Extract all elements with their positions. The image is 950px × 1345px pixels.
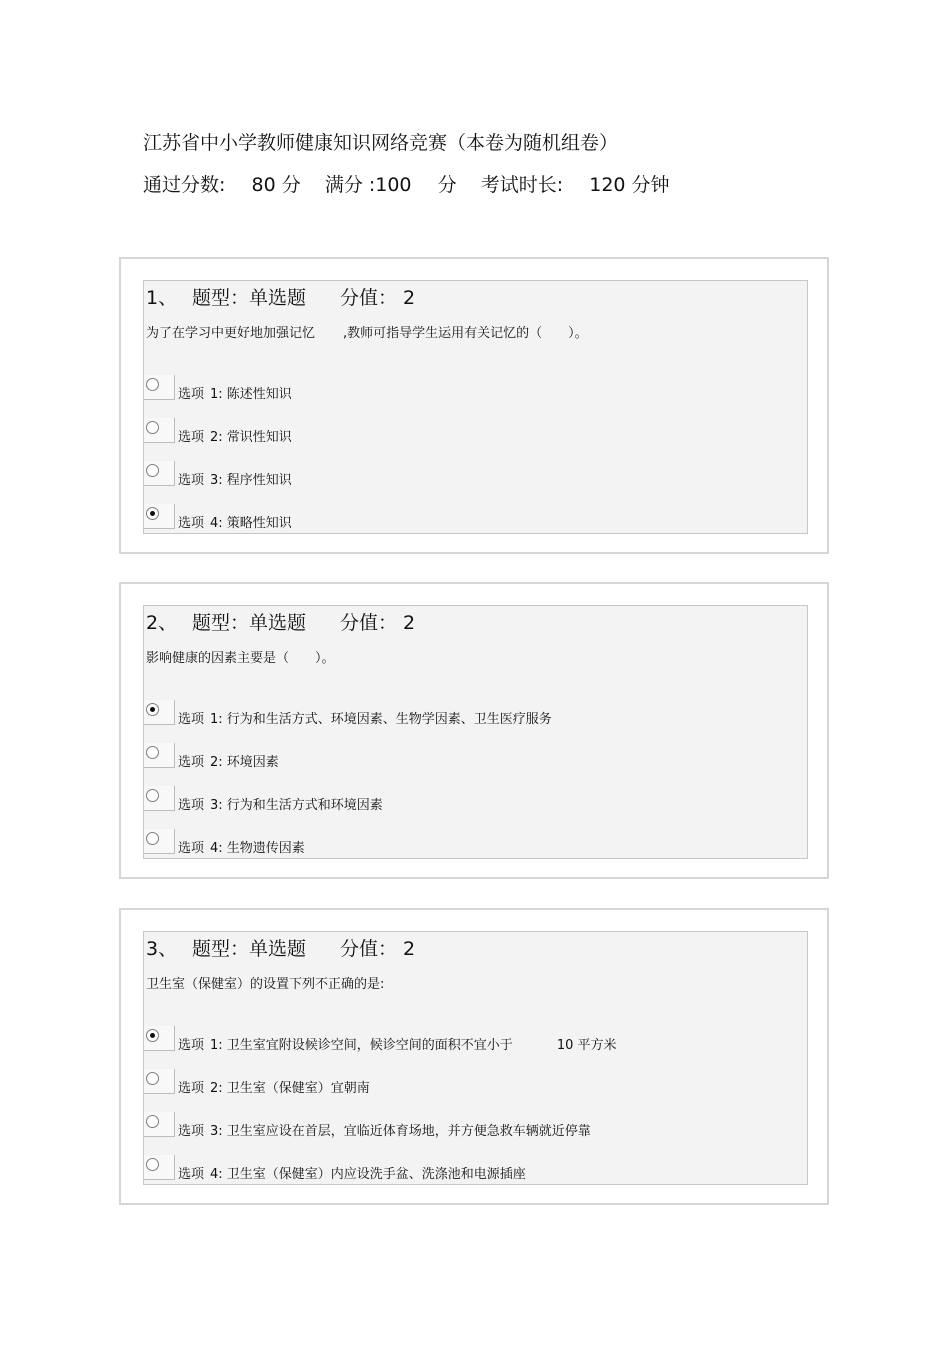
radio-button[interactable] (146, 789, 159, 802)
radio-button[interactable] (146, 1115, 159, 1128)
option-3[interactable] (144, 1112, 784, 1142)
radio-frame (144, 1026, 175, 1051)
question-panel (143, 280, 808, 534)
question-type: 题型：单选题 (192, 612, 307, 634)
question-number: 1、 (146, 287, 178, 309)
exam-meta (143, 170, 670, 197)
radio-button[interactable] (146, 1072, 159, 1085)
radio-frame (144, 418, 175, 443)
full-score-label: 满分 :100 (324, 174, 412, 196)
question-number: 2、 (146, 612, 178, 634)
question-text (146, 973, 384, 992)
radio-button[interactable] (146, 746, 159, 759)
question-text-part: ,教师可指导学生运用有关记忆的（ ）。 (343, 326, 588, 341)
radio-frame (144, 829, 175, 854)
radio-frame (144, 375, 175, 400)
option-label: 选项 2: 常识性知识 (178, 430, 292, 445)
option-label: 选项 4: 生物遗传因素 (178, 841, 305, 856)
option-1[interactable] (144, 700, 784, 730)
radio-frame (144, 786, 175, 811)
option-3[interactable] (144, 786, 784, 816)
option-label: 选项 3: 卫生室应设在首层，宜临近体育场地，并方便急救车辆就近停靠 (178, 1124, 591, 1139)
radio-frame (144, 461, 175, 486)
option-label: 选项 1: 行为和生活方式、环境因素、生物学因素、卫生医疗服务 (178, 712, 552, 727)
exam-title: 江苏省中小学教师健康知识网络竞赛（本卷为随机组卷） (143, 132, 619, 154)
question-card-1 (119, 257, 829, 554)
radio-button[interactable] (146, 1158, 159, 1171)
question-text-part: 影响健康的因素主要是（ ）。 (146, 651, 335, 666)
radio-frame (144, 1155, 175, 1180)
radio-frame (144, 504, 175, 529)
question-header (146, 608, 415, 635)
option-label: 选项 2: 卫生室（保健室）宜朝南 (178, 1081, 370, 1096)
question-type: 题型：单选题 (192, 938, 307, 960)
radio-frame (144, 743, 175, 768)
radio-button[interactable] (146, 378, 159, 391)
pass-score-value: 80 分 (251, 174, 301, 196)
question-score: 分值： 2 (340, 938, 416, 960)
radio-frame (144, 1112, 175, 1137)
radio-button-selected[interactable] (146, 507, 159, 520)
option-1[interactable] (144, 1026, 784, 1056)
option-2[interactable] (144, 1069, 784, 1099)
option-2[interactable] (144, 418, 784, 448)
question-score: 分值： 2 (340, 612, 416, 634)
question-text-part: 为了在学习中更好地加强记忆 (146, 326, 316, 341)
pass-score-label: 通过分数: (143, 174, 226, 196)
question-panel (143, 931, 808, 1185)
question-type: 题型：单选题 (192, 287, 307, 309)
option-4[interactable] (144, 829, 784, 859)
full-score-unit: 分 (437, 174, 457, 196)
radio-button[interactable] (146, 832, 159, 845)
question-text (146, 647, 335, 666)
question-panel (143, 605, 808, 859)
question-score: 分值： 2 (340, 287, 416, 309)
radio-frame (144, 700, 175, 725)
option-label: 选项 4: 卫生室（保健室）内应设洗手盆、洗涤池和电源插座 (178, 1167, 526, 1182)
radio-button[interactable] (146, 464, 159, 477)
question-card-3 (119, 908, 829, 1205)
option-label: 选项 3: 程序性知识 (178, 473, 292, 488)
option-label: 选项 3: 行为和生活方式和环境因素 (178, 798, 383, 813)
option-3[interactable] (144, 461, 784, 491)
radio-button-selected[interactable] (146, 1029, 159, 1042)
option-4[interactable] (144, 504, 784, 534)
question-number: 3、 (146, 938, 178, 960)
duration-label: 考试时长: (480, 174, 564, 196)
option-label: 选项 2: 环境因素 (178, 755, 279, 770)
radio-frame (144, 1069, 175, 1094)
radio-button[interactable] (146, 421, 159, 434)
option-label: 选项 4: 策略性知识 (178, 516, 292, 531)
question-text-part: 卫生室（保健室）的设置下列不正确的是: (146, 977, 385, 992)
option-1[interactable] (144, 375, 784, 405)
duration-value: 120 分钟 (589, 174, 670, 196)
question-card-2 (119, 582, 829, 879)
question-header (146, 283, 415, 310)
option-label: 选项 1: 陈述性知识 (178, 387, 292, 402)
radio-button-selected[interactable] (146, 703, 159, 716)
option-4[interactable] (144, 1155, 784, 1185)
question-header (146, 934, 415, 961)
question-text (146, 322, 588, 341)
option-label: 选项 1: 卫生室宜附设候诊空间，候诊空间的面积不宜小于 10 平方米 (178, 1038, 617, 1053)
option-2[interactable] (144, 743, 784, 773)
